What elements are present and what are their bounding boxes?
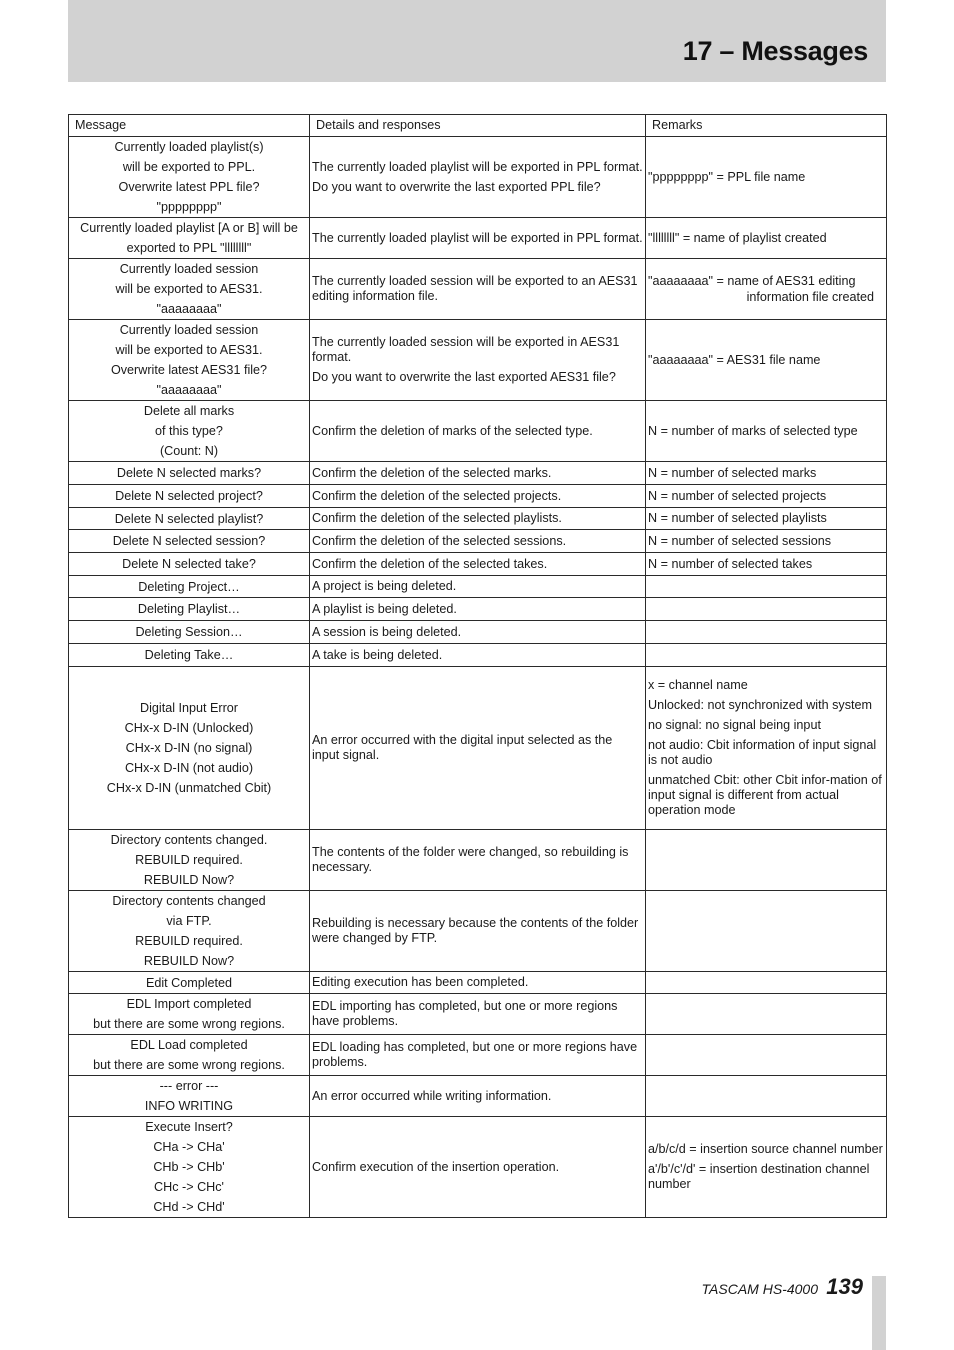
table-row: [69, 576, 887, 598]
message-cell: [69, 576, 310, 598]
table-row: [69, 598, 887, 621]
details-cell-line: Confirm the deletion of the selected marks.: [312, 465, 552, 480]
message-cell-line: Overwrite latest PPL file?: [118, 180, 260, 194]
footer-page-number: 139: [826, 1274, 863, 1299]
remarks-cell-line: unmatched Cbit: other Cbit infor-mation of input signal is different from actual operation mode: [648, 773, 882, 817]
details-cell-line: Confirm the deletion of the selected sessions.: [312, 533, 567, 548]
message-cell: [69, 972, 310, 994]
message-cell-line: Deleting Project…: [138, 579, 240, 594]
remarks-cell: [646, 259, 887, 320]
details-cell-line: The currently loaded session will be exported in AES31 format.: [312, 335, 620, 364]
message-cell: [69, 401, 310, 462]
message-cell-line: CHa -> CHa': [153, 1140, 225, 1154]
details-cell: [310, 621, 646, 644]
remarks-cell-line: a/b/c/d = insertion source channel number: [648, 1142, 883, 1156]
remarks-cell: [646, 1035, 887, 1076]
details-cell: [310, 553, 646, 576]
message-cell: [69, 508, 310, 530]
details-cell-line: Confirm execution of the insertion operation.: [312, 1159, 560, 1174]
message-cell-line: Directory contents changed.: [110, 833, 268, 847]
remarks-cell: [646, 320, 887, 401]
column-header-message: Message: [69, 115, 310, 137]
details-cell-line: A playlist is being deleted.: [312, 601, 457, 616]
remarks-cell: [646, 401, 887, 462]
details-cell-line: The contents of the folder were changed, so rebuilding is necessary.: [312, 845, 629, 874]
remarks-cell-line: not audio: Cbit information of input signal is not audio: [648, 738, 877, 767]
remarks-cell: [646, 137, 887, 218]
page-title: 17 – Messages: [682, 36, 868, 66]
message-cell: [69, 485, 310, 508]
table-row: [69, 891, 887, 972]
message-cell: [69, 1117, 310, 1218]
table-header-row: [69, 115, 887, 137]
details-cell: [310, 485, 646, 508]
remarks-cell: [646, 644, 887, 667]
remarks-cell-line: "llllllll" = name of playlist created: [648, 230, 827, 245]
remarks-cell: [646, 530, 887, 553]
message-cell: [69, 553, 310, 576]
table-row: [69, 667, 887, 830]
details-cell-line: A project is being deleted.: [312, 579, 457, 593]
message-cell: [69, 218, 310, 259]
details-cell-line: EDL loading has completed, but one or more regions have problems.: [312, 1040, 638, 1069]
message-cell-line: Digital Input Error: [140, 701, 238, 715]
message-cell: [69, 259, 310, 320]
table-row: [69, 1035, 887, 1076]
message-cell-line: CHx-x D-IN (no signal): [125, 741, 253, 755]
details-cell: [310, 218, 646, 259]
message-cell-line: INFO WRITING: [144, 1099, 234, 1113]
remarks-cell: [646, 218, 887, 259]
table-row: [69, 553, 887, 576]
details-cell-line: Confirm the deletion of the selected takes.: [312, 556, 548, 571]
message-cell-line: CHx-x D-IN (not audio): [124, 761, 254, 775]
remarks-cell: [646, 1076, 887, 1117]
column-header-remarks: Remarks: [646, 115, 887, 137]
message-cell-line: Currently loaded playlist [A or B] will be exported to PPL "llllllll": [80, 221, 298, 255]
remarks-cell-line: "pppppppp" = PPL file name: [648, 169, 806, 184]
table-row: [69, 530, 887, 553]
message-cell-line: CHx-x D-IN (Unlocked): [124, 721, 254, 735]
table-row: [69, 972, 887, 994]
details-cell: [310, 320, 646, 401]
message-cell-line: will be exported to PPL.: [122, 160, 256, 174]
table-row: [69, 218, 887, 259]
table-row: [69, 320, 887, 401]
details-cell-line: A session is being deleted.: [312, 624, 462, 639]
message-cell-line: REBUILD required.: [135, 934, 243, 948]
remarks-cell-line: x = channel name: [648, 678, 748, 692]
remarks-cell-line: information file created: [746, 290, 874, 304]
message-cell-line: Deleting Playlist…: [137, 602, 241, 616]
message-cell-line: Directory contents changed: [112, 894, 266, 908]
message-cell-line: Delete N selected playlist?: [114, 511, 264, 526]
details-cell: [310, 576, 646, 598]
message-cell-line: but there are some wrong regions.: [93, 1058, 285, 1072]
table-row: [69, 621, 887, 644]
message-cell-line: Currently loaded session: [119, 323, 259, 337]
header-band: [68, 0, 886, 82]
message-cell: [69, 598, 310, 621]
remarks-cell: [646, 972, 887, 994]
message-cell: [69, 530, 310, 553]
remarks-cell: [646, 621, 887, 644]
message-cell-line: EDL Load completed: [130, 1038, 248, 1052]
remarks-cell: [646, 508, 887, 530]
details-cell: [310, 259, 646, 320]
table-row: [69, 401, 887, 462]
message-cell: [69, 830, 310, 891]
details-cell: [310, 644, 646, 667]
remarks-cell-line: "aaaaaaaa" = AES31 file name: [648, 352, 821, 367]
details-cell-line: A take is being deleted.: [312, 647, 443, 662]
message-cell-line: --- error ---: [159, 1079, 219, 1093]
message-cell-line: Delete N selected session?: [112, 534, 266, 548]
details-cell: [310, 462, 646, 485]
message-cell-line: via FTP.: [166, 914, 212, 928]
details-cell-line: Confirm the deletion of marks of the selected type.: [312, 423, 593, 438]
column-header-details: Details and responses: [310, 115, 646, 137]
message-cell-line: of this type?: [155, 424, 223, 438]
remarks-cell-line: N = number of marks of selected type: [648, 423, 858, 438]
details-cell: [310, 401, 646, 462]
details-cell: [310, 530, 646, 553]
message-cell-line: Overwrite latest AES31 file?: [110, 363, 268, 377]
message-cell-line: "pppppppp": [156, 200, 222, 214]
message-cell-line: will be exported to AES31.: [115, 343, 263, 357]
remarks-cell: [646, 830, 887, 891]
message-cell-line: Edit Completed: [145, 975, 233, 990]
footer-model-name: TASCAM HS-4000: [701, 1281, 818, 1297]
footer-tab: [872, 1276, 886, 1350]
details-cell-line: Editing execution has been completed.: [312, 975, 529, 989]
table-row: [69, 830, 887, 891]
remarks-cell: [646, 598, 887, 621]
details-cell-line: An error occurred while writing information.: [312, 1088, 552, 1103]
details-cell-line: An error occurred with the digital input selected as the input signal.: [312, 733, 613, 762]
message-cell-line: Deleting Session…: [135, 625, 243, 639]
remarks-cell: [646, 462, 887, 485]
details-cell: [310, 598, 646, 621]
message-cell-line: EDL Import completed: [126, 997, 252, 1011]
message-cell: [69, 891, 310, 972]
message-cell-line: "aaaaaaaa": [156, 302, 222, 316]
table-row: [69, 485, 887, 508]
details-cell: [310, 137, 646, 218]
remarks-cell-line: N = number of selected marks: [648, 465, 817, 480]
details-cell-line: The currently loaded playlist will be exported in PPL format.: [312, 230, 643, 245]
message-cell-line: CHd -> CHd': [153, 1200, 225, 1214]
details-cell-line: The currently loaded playlist will be exported in PPL format.: [312, 159, 643, 174]
message-cell-line: Currently loaded playlist(s): [114, 140, 264, 154]
details-cell: [310, 830, 646, 891]
remarks-cell-line: N = number of selected takes: [648, 556, 813, 571]
message-cell-line: REBUILD Now?: [143, 954, 235, 968]
message-cell-line: Deleting Take…: [144, 648, 234, 662]
table-row: [69, 137, 887, 218]
details-cell: [310, 508, 646, 530]
message-cell-line: Currently loaded session: [119, 262, 259, 276]
details-cell: [310, 972, 646, 994]
details-cell-line: Confirm the deletion of the selected projects.: [312, 488, 562, 503]
message-cell: [69, 320, 310, 401]
message-cell: [69, 462, 310, 485]
table-row: [69, 462, 887, 485]
table-row: [69, 644, 887, 667]
message-cell-line: (Count: N): [159, 444, 219, 458]
table-body: [69, 137, 887, 1218]
details-cell: [310, 994, 646, 1035]
message-cell-line: Delete N selected marks?: [116, 466, 262, 480]
remarks-cell: [646, 994, 887, 1035]
details-cell-line: Rebuilding is necessary because the contents of the folder were changed by FTP.: [312, 916, 639, 945]
details-cell: [310, 667, 646, 830]
message-cell-line: Execute Insert?: [145, 1120, 233, 1134]
details-cell-line: Confirm the deletion of the selected playlists.: [312, 511, 562, 525]
message-cell-line: "aaaaaaaa": [156, 383, 222, 397]
message-cell-line: Delete N selected project?: [115, 489, 263, 503]
remarks-cell: [646, 553, 887, 576]
remarks-cell-line: N = number of selected playlists: [648, 511, 827, 525]
remarks-cell: [646, 576, 887, 598]
table-row: [69, 994, 887, 1035]
remarks-cell-line: N = number of selected sessions: [648, 533, 832, 548]
details-cell-line: The currently loaded session will be exported to an AES31 editing information file.: [312, 274, 638, 303]
details-cell: [310, 1076, 646, 1117]
message-cell-line: but there are some wrong regions.: [93, 1017, 285, 1031]
table-row: [69, 259, 887, 320]
details-cell-line: Do you want to overwrite the last exported AES31 file?: [312, 370, 616, 384]
message-cell: [69, 994, 310, 1035]
message-cell: [69, 1076, 310, 1117]
message-cell: [69, 137, 310, 218]
details-cell: [310, 1035, 646, 1076]
details-cell: [310, 1117, 646, 1218]
remarks-cell: [646, 1117, 887, 1218]
message-cell: [69, 644, 310, 667]
message-cell-line: CHc -> CHc': [154, 1180, 224, 1194]
details-cell-line: EDL importing has completed, but one or more regions have problems.: [312, 999, 618, 1028]
table-row: [69, 1076, 887, 1117]
remarks-cell-line: no signal: no signal being input: [648, 718, 821, 732]
table-row: [69, 1117, 887, 1218]
table-row: [69, 508, 887, 530]
message-cell-line: will be exported to AES31.: [115, 282, 263, 296]
messages-table: [68, 114, 887, 1218]
remarks-cell-line: N = number of selected projects: [648, 488, 827, 503]
message-cell: [69, 1035, 310, 1076]
remarks-cell-line: "aaaaaaaa" = name of AES31 editing: [648, 274, 856, 288]
message-cell-line: CHb -> CHb': [153, 1160, 225, 1174]
message-cell-line: REBUILD Now?: [143, 873, 235, 887]
details-cell-line: Do you want to overwrite the last exported PPL file?: [312, 179, 601, 194]
remarks-cell: [646, 485, 887, 508]
remarks-cell: [646, 667, 887, 830]
message-cell-line: CHx-x D-IN (unmatched Cbit): [106, 781, 272, 795]
message-cell: [69, 621, 310, 644]
remarks-cell: [646, 891, 887, 972]
message-cell: [69, 667, 310, 830]
message-cell-line: REBUILD required.: [135, 853, 243, 867]
remarks-cell-line: Unlocked: not synchronized with system: [648, 698, 872, 712]
remarks-cell-line: a'/b'/c'/d' = insertion destination channel number: [648, 1162, 870, 1191]
details-cell: [310, 891, 646, 972]
message-cell-line: Delete all marks: [143, 404, 235, 418]
message-cell-line: Delete N selected take?: [122, 557, 256, 571]
